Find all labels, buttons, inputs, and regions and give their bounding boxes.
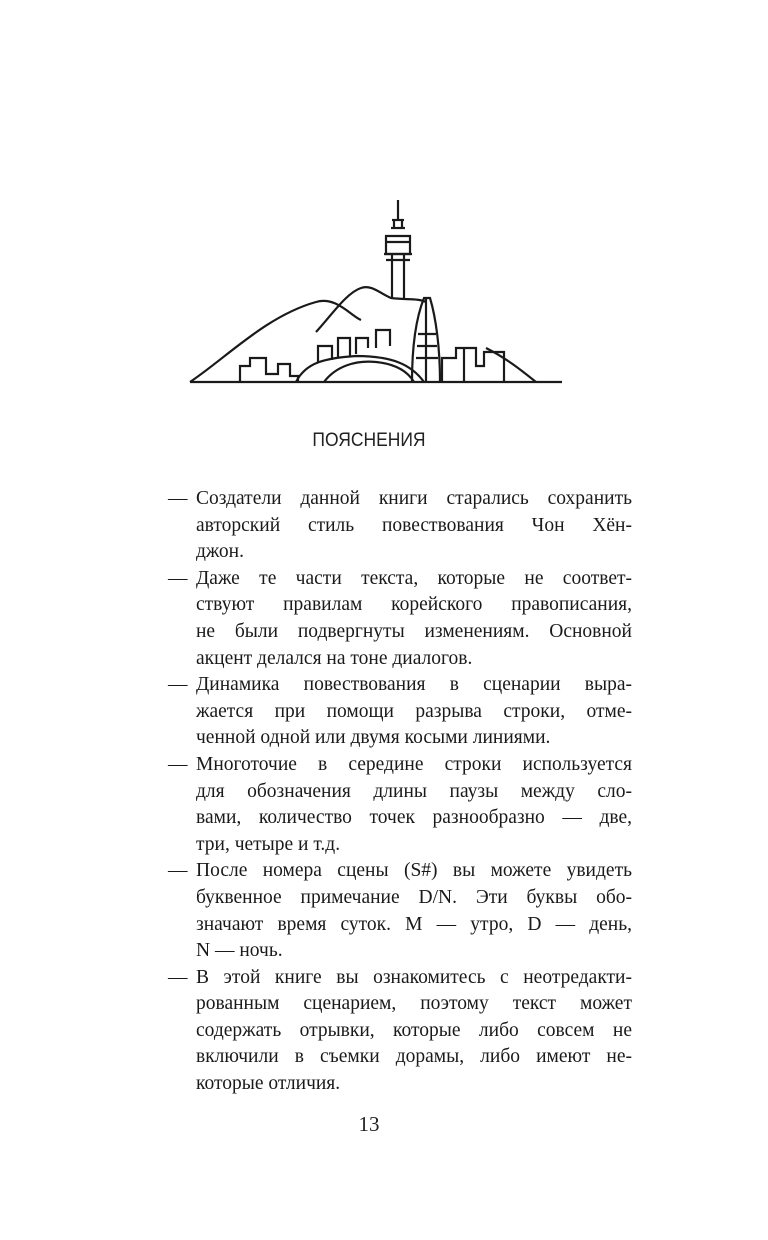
page-number: 13 <box>358 1112 380 1136</box>
note-dash: — <box>168 674 188 696</box>
note-line: ствуют правилам корейского правописания, <box>196 594 632 616</box>
note-dash: — <box>168 567 188 589</box>
note-line: для обозначения длины паузы между сло- <box>196 780 632 802</box>
note-line: три, четыре и т.д. <box>196 833 341 855</box>
page-title: ПОЯСНЕНИЯ <box>312 430 426 451</box>
note-item <box>168 566 632 672</box>
note-line: Даже те части текста, которые не соответ- <box>196 567 632 589</box>
note-line: акцент делался на тоне диалогов. <box>196 647 473 669</box>
note-line: значают время суток. М — утро, D — день, <box>196 913 632 935</box>
note-line: джон. <box>196 541 244 563</box>
note-line: N — ночь. <box>196 940 283 962</box>
note-line: жается при помощи разрыва строки, отме- <box>196 700 632 722</box>
note-line: Создатели данной книги старались сохранить <box>196 488 632 509</box>
note-item <box>168 858 632 964</box>
note-line: Динамика повествования в сценарии выра- <box>196 674 632 696</box>
note-line: не были подвергнуты изменениям. Основной <box>196 620 632 642</box>
note-line: авторский стиль повествования Чон Хён- <box>196 514 632 536</box>
note-line: буквенное примечание D/N. Эти буквы обо- <box>196 886 632 908</box>
note-line: После номера сцены (S#) вы можете увидеть <box>196 860 632 882</box>
note-line: рованным сценарием, поэтому текст может <box>196 993 632 1015</box>
note-line: Многоточие в середине строки используется <box>196 753 632 775</box>
note-line: включили в съемки дорамы, либо имеют не- <box>196 1046 632 1068</box>
note-item <box>168 672 632 752</box>
notes-list <box>168 486 632 1098</box>
note-line: вами, количество точек разнообразно — две, <box>196 807 632 829</box>
seoul-skyline-icon <box>186 198 566 388</box>
note-line: ченной одной или двумя косыми линиями. <box>196 727 551 749</box>
note-dash: — <box>168 488 188 509</box>
note-dash: — <box>168 966 188 988</box>
note-line: В этой книге вы ознакомитесь с неотредакти- <box>196 966 632 988</box>
note-dash: — <box>168 860 188 882</box>
note-line: которые отличия. <box>196 1073 341 1095</box>
note-item <box>168 752 632 858</box>
note-dash: — <box>168 753 188 775</box>
note-line: содержать отрывки, которые либо совсем не <box>196 1019 632 1041</box>
note-item <box>168 486 632 566</box>
note-item <box>168 965 632 1098</box>
